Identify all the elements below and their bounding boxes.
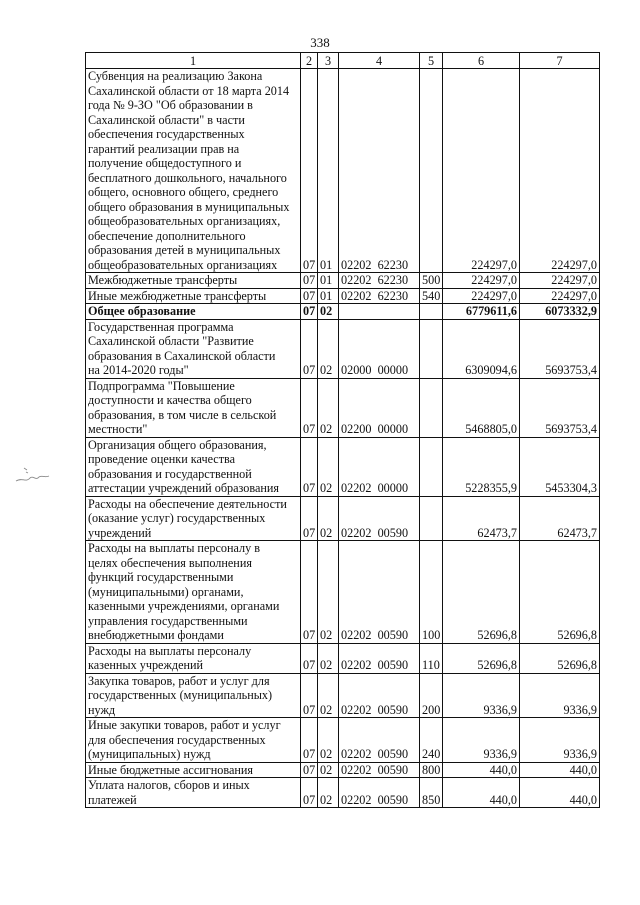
row-section: 07 — [301, 643, 318, 673]
row-amount-2: 224297,0 — [520, 69, 600, 273]
table-row-section-total — [86, 304, 600, 320]
row-target-article: 02000 00000 — [339, 319, 420, 378]
row-subsection: 02 — [318, 496, 339, 541]
row-target-article: 02202 62230 — [339, 288, 420, 304]
row-amount-1: 440,0 — [443, 778, 520, 808]
row-expense-type: 800 — [420, 762, 443, 778]
table-row — [86, 69, 600, 273]
table-row — [86, 437, 600, 496]
row-expense-type: 540 — [420, 288, 443, 304]
row-target-article: 02202 00590 — [339, 643, 420, 673]
row-section: 07 — [301, 273, 318, 289]
row-expense-type: 850 — [420, 778, 443, 808]
row-amount-1: 52696,8 — [443, 541, 520, 644]
page-number: 338 — [310, 35, 330, 50]
column-header: 5 — [420, 53, 443, 69]
row-target-article: 02202 00000 — [339, 437, 420, 496]
row-name: Расходы на выплаты персоналу в целях обеспечения выполнения функций государственными (муниципальными) органами, казенными учреждениями, органами управления государственными внебюджетными фондами — [86, 541, 301, 644]
row-amount-2: 224297,0 — [520, 288, 600, 304]
table-body — [86, 69, 600, 808]
table-row — [86, 541, 600, 644]
row-target-article: 02202 00590 — [339, 778, 420, 808]
row-subsection: 02 — [318, 541, 339, 644]
row-target-article: 02202 00590 — [339, 673, 420, 718]
row-expense-type — [420, 496, 443, 541]
row-amount-2: 5693753,4 — [520, 319, 600, 378]
row-subsection: 02 — [318, 437, 339, 496]
column-header: 4 — [339, 53, 420, 69]
row-amount-1: 9336,9 — [443, 718, 520, 763]
row-subsection: 02 — [318, 643, 339, 673]
row-amount-2: 5693753,4 — [520, 378, 600, 437]
row-subsection: 01 — [318, 69, 339, 273]
row-expense-type — [420, 304, 443, 320]
row-amount-2: 440,0 — [520, 778, 600, 808]
row-section: 07 — [301, 319, 318, 378]
row-name: Расходы на обеспечение деятельности (оказание услуг) государственных учреждений — [86, 496, 301, 541]
row-name: Иные закупки товаров, работ и услуг для обеспечения государственных (муниципальных) нужд — [86, 718, 301, 763]
table-row — [86, 673, 600, 718]
row-target-article: 02200 00000 — [339, 378, 420, 437]
column-header: 1 — [86, 53, 301, 69]
row-amount-1: 224297,0 — [443, 288, 520, 304]
table-row — [86, 718, 600, 763]
row-amount-1: 52696,8 — [443, 643, 520, 673]
row-expense-type: 100 — [420, 541, 443, 644]
row-amount-1: 224297,0 — [443, 273, 520, 289]
column-header-row — [86, 53, 600, 69]
row-subsection: 02 — [318, 673, 339, 718]
column-header: 7 — [520, 53, 600, 69]
row-subsection: 02 — [318, 762, 339, 778]
row-amount-2: 52696,8 — [520, 541, 600, 644]
row-name: Уплата налогов, сборов и иных платежей — [86, 778, 301, 808]
row-target-article: 02202 00590 — [339, 762, 420, 778]
budget-table — [85, 52, 600, 808]
table-row — [86, 273, 600, 289]
margin-scribble — [14, 464, 54, 486]
row-amount-1: 6779611,6 — [443, 304, 520, 320]
row-amount-2: 440,0 — [520, 762, 600, 778]
row-target-article: 02202 00590 — [339, 718, 420, 763]
row-target-article: 02202 00590 — [339, 496, 420, 541]
table-row — [86, 378, 600, 437]
column-header: 3 — [318, 53, 339, 69]
row-name: Межбюджетные трансферты — [86, 273, 301, 289]
row-name: Организация общего образования, проведение оценки качества образования и государственной аттестации учреждений образования — [86, 437, 301, 496]
row-subsection: 02 — [318, 304, 339, 320]
row-section: 07 — [301, 496, 318, 541]
table-row — [86, 319, 600, 378]
row-section: 07 — [301, 541, 318, 644]
row-expense-type: 240 — [420, 718, 443, 763]
row-section: 07 — [301, 288, 318, 304]
row-amount-1: 9336,9 — [443, 673, 520, 718]
row-name: Закупка товаров, работ и услуг для государственных (муниципальных) нужд — [86, 673, 301, 718]
row-amount-1: 5468805,0 — [443, 378, 520, 437]
table-row — [86, 288, 600, 304]
row-section: 07 — [301, 778, 318, 808]
row-section: 07 — [301, 378, 318, 437]
column-header: 2 — [301, 53, 318, 69]
row-section: 07 — [301, 437, 318, 496]
row-subsection: 02 — [318, 778, 339, 808]
row-subsection: 02 — [318, 378, 339, 437]
row-expense-type: 200 — [420, 673, 443, 718]
table-row — [86, 643, 600, 673]
row-section: 07 — [301, 762, 318, 778]
row-subsection: 02 — [318, 718, 339, 763]
row-name: Субвенция на реализацию Закона Сахалинской области от 18 марта 2014 года № 9-ЗО "Об образовании в Сахалинской области" в части обеспечения государственных гарантий реализации прав на получение общедоступного и бесплатного дошкольного, начального общего, основного общего, среднего общего образования в муниципальных общеобразовательных организациях, обеспечение дополнительного образования детей в муниципальных общеобразовательных организациях — [86, 69, 301, 273]
row-section: 07 — [301, 673, 318, 718]
row-amount-2: 9336,9 — [520, 718, 600, 763]
table-row — [86, 496, 600, 541]
row-amount-2: 6073332,9 — [520, 304, 600, 320]
row-expense-type: 110 — [420, 643, 443, 673]
row-amount-2: 224297,0 — [520, 273, 600, 289]
row-amount-2: 9336,9 — [520, 673, 600, 718]
row-subsection: 01 — [318, 273, 339, 289]
row-amount-1: 62473,7 — [443, 496, 520, 541]
row-target-article: 02202 62230 — [339, 273, 420, 289]
row-expense-type: 500 — [420, 273, 443, 289]
row-amount-1: 440,0 — [443, 762, 520, 778]
row-section: 07 — [301, 304, 318, 320]
column-header: 6 — [443, 53, 520, 69]
row-name: Расходы на выплаты персоналу казенных учреждений — [86, 643, 301, 673]
row-name: Подпрограмма "Повышение доступности и качества общего образования, в том числе в сельской местности" — [86, 378, 301, 437]
row-amount-2: 5453304,3 — [520, 437, 600, 496]
row-section: 07 — [301, 718, 318, 763]
row-name: Общее образование — [86, 304, 301, 320]
row-name: Государственная программа Сахалинской области "Развитие образования в Сахалинской области на 2014-2020 годы" — [86, 319, 301, 378]
row-target-article — [339, 304, 420, 320]
row-amount-2: 62473,7 — [520, 496, 600, 541]
row-target-article: 02202 62230 — [339, 69, 420, 273]
row-target-article: 02202 00590 — [339, 541, 420, 644]
row-expense-type — [420, 319, 443, 378]
row-expense-type — [420, 378, 443, 437]
row-amount-1: 224297,0 — [443, 69, 520, 273]
row-subsection: 01 — [318, 288, 339, 304]
row-amount-2: 52696,8 — [520, 643, 600, 673]
row-name: Иные бюджетные ассигнования — [86, 762, 301, 778]
row-subsection: 02 — [318, 319, 339, 378]
row-expense-type — [420, 437, 443, 496]
row-name: Иные межбюджетные трансферты — [86, 288, 301, 304]
table-row — [86, 762, 600, 778]
table-row — [86, 778, 600, 808]
row-section: 07 — [301, 69, 318, 273]
row-expense-type — [420, 69, 443, 273]
row-amount-1: 6309094,6 — [443, 319, 520, 378]
row-amount-1: 5228355,9 — [443, 437, 520, 496]
